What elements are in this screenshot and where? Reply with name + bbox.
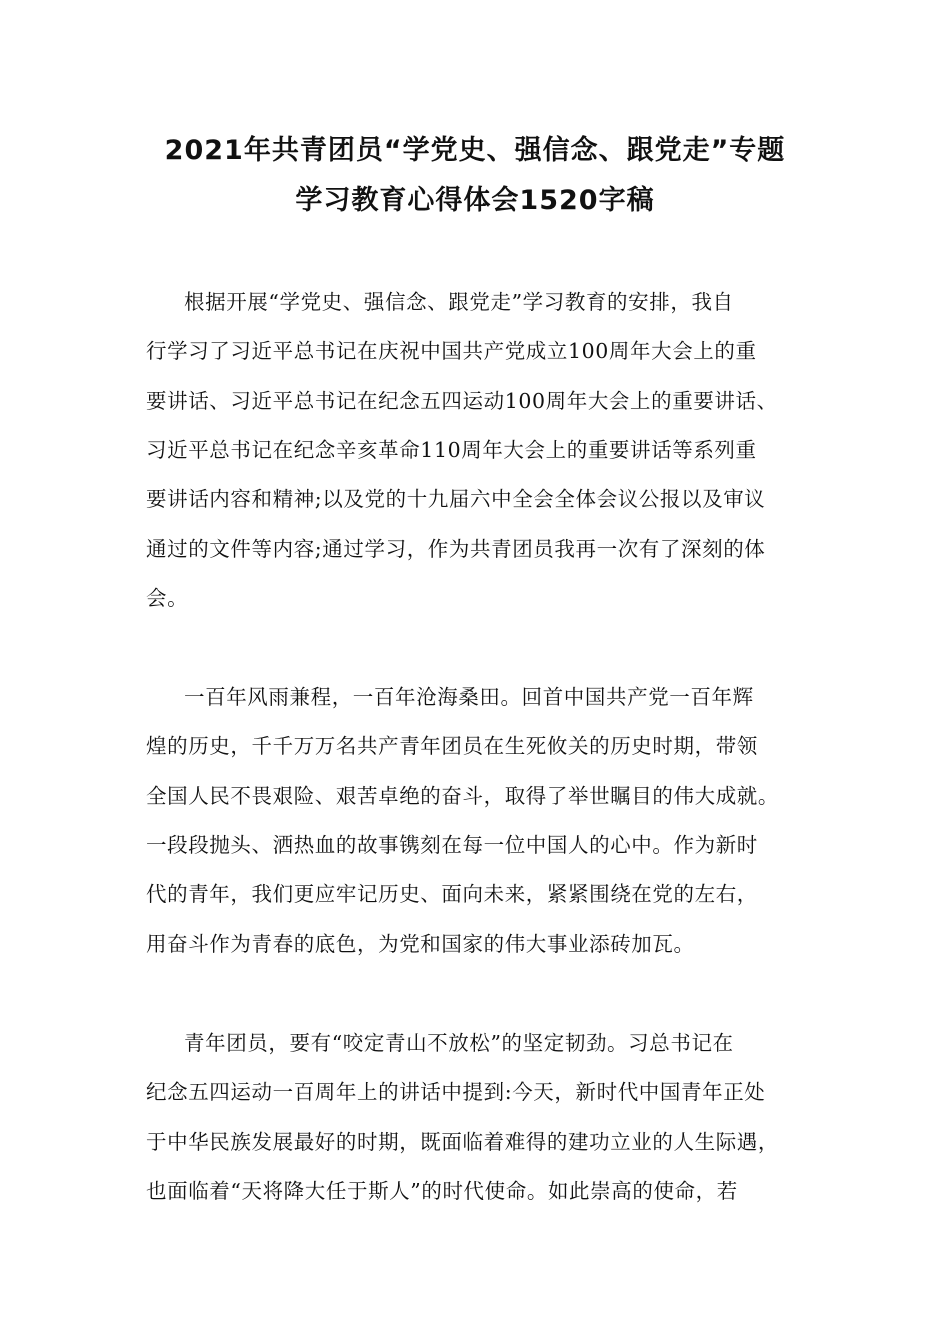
document-title — [120, 126, 830, 226]
paragraph-2-line-5: 代的青年，我们更应牢记历史、面向未来，紧紧围绕在党的左右， — [146, 882, 758, 906]
paragraph-2-line-6: 用奋斗作为青春的底色，为党和国家的伟大事业添砖加瓦。 — [146, 932, 695, 956]
title-line-2: 学习教育心得体会1520字稿 — [295, 185, 655, 216]
paragraph-1-line-3: 要讲话、习近平总书记在纪念五四运动100周年大会上的重要讲话、 — [146, 389, 778, 413]
paragraph-3-line-4: 也面临着“天将降大任于斯人”的时代使命。如此崇高的使命，若 — [146, 1179, 738, 1203]
paragraph-1-line-7: 会。 — [146, 586, 189, 610]
paragraph-1-line-6: 通过的文件等内容;通过学习，作为共青团员我再一次有了深刻的体 — [146, 537, 766, 561]
paragraph-3-line-1: 青年团员，要有“咬定青山不放松”的坚定韧劲。习总书记在 — [184, 1031, 734, 1055]
title-line-1: 2021年共青团员“学党史、强信念、跟党走”专题 — [164, 135, 786, 166]
paragraph-1-line-2: 行学习了习近平总书记在庆祝中国共产党成立100周年大会上的重 — [146, 339, 757, 363]
paragraph-1-line-5: 要讲话内容和精神;以及党的十九届六中全会全体会议公报以及审议 — [146, 487, 766, 511]
paragraph-1-line-4: 习近平总书记在纪念辛亥革命110周年大会上的重要讲话等系列重 — [146, 438, 757, 462]
paragraph-2-line-3: 全国人民不畏艰险、艰苦卓绝的奋斗，取得了举世瞩目的伟大成就。 — [146, 784, 779, 808]
paragraph-2-line-2: 煌的历史，千千万万名共产青年团员在生死攸关的历史时期，带领 — [146, 734, 758, 758]
paragraph-1-line-1: 根据开展“学党史、强信念、跟党走”学习教育的安排，我自 — [184, 290, 734, 314]
paragraph-2-line-1: 一百年风雨兼程，一百年沧海桑田。回首中国共产党一百年辉 — [184, 685, 754, 709]
paragraph-2-line-4: 一段段抛头、洒热血的故事镌刻在每一位中国人的心中。作为新时 — [146, 833, 758, 857]
paragraph-3-line-3: 于中华民族发展最好的时期，既面临着难得的建功立业的人生际遇， — [146, 1130, 779, 1154]
paragraph-3-line-2: 纪念五四运动一百周年上的讲话中提到:今天，新时代中国青年正处 — [146, 1080, 766, 1104]
